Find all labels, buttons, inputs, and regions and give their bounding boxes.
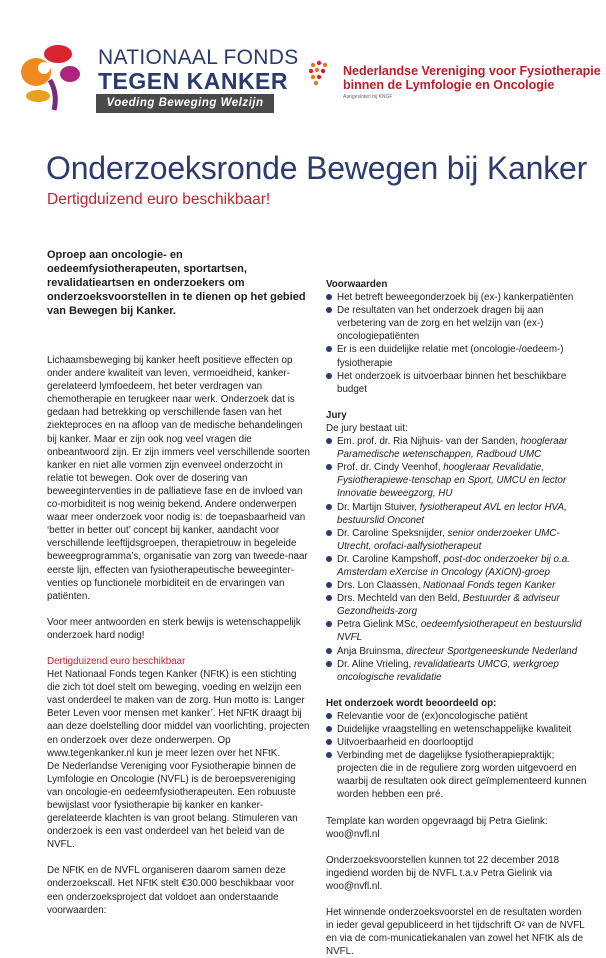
paragraph-nvfl: De Nederlandse Vereniging voor Fysiotherapie binnen de Lymfologie en Oncologie (NVFL) is de beroepsvereniging van oncologie-en oedeemfysiotherapeuten. Een robuuste bewijslast voor fysiotherapie bij kanker en kanker-gerelateerde klachten is van groot belang. Stimuleren van onderzoek is een vast onderdeel van het beleid van de NVFL. (47, 760, 298, 851)
page-subtitle: Dertigduizend euro beschikbaar! (47, 191, 271, 208)
jury-member-role: revalidatiearts UMCG, werkgroep oncologische revalidatie (337, 658, 559, 683)
jury-member (326, 461, 588, 500)
jury-member-name: Drs. Lon Claassen, (337, 580, 424, 592)
jury-member-name: Drs. Mechteld van den Beld, (337, 593, 463, 605)
criteria-text: Uitvoerbaarheid en doorlooptijd (337, 737, 474, 749)
bullet-icon (326, 713, 332, 719)
jury-member-name: Dr. Caroline Speksnijder, (337, 527, 448, 539)
jury-member-role: fysiotherapeut AVL en lector HVA, bestuurslid Onconet (337, 501, 567, 526)
nvfl-logo (305, 55, 601, 105)
conditions-list (326, 291, 588, 396)
section-heading-jury: Jury (326, 409, 347, 421)
jury-member (326, 658, 588, 684)
section-heading-criteria: Het onderzoek wordt beoordeeld op: (326, 697, 497, 709)
jury-member-role: hoogleraar Paramedische wetenschappen, Radboud UMC (337, 436, 568, 461)
jury-member (326, 435, 588, 461)
condition-text: Het onderzoek is uitvoerbaar binnen het beschikbare budget (337, 370, 567, 395)
jury-member (326, 527, 588, 553)
condition-item (326, 304, 588, 343)
criteria-item (326, 723, 588, 736)
criteria-item (326, 749, 588, 801)
jury-member-role: senior onderzoeker UMC-Utrecht, orofaci-aalfysiotherapeut (337, 527, 560, 552)
jury-member-role: Bestuurder & adviseur Gezondheids-zorg (337, 593, 560, 618)
paragraph-call: De NFtK en de NVFL organiseren daarom samen deze onderzoekscall. Het NFtK stelt €30.000 beschikbaar voor een onderzoeksproject dat voldoet aan onderstaande voorwaarden: (47, 865, 295, 916)
criteria-text: Verbinding met de dagelijkse fysiotherapiepraktijk; projecten die in de reguliere zorg worden uitgevoerd en waarbij de resultaten ook direct geïmplementeerd kunnen worden hebben een pré. (337, 750, 587, 801)
criteria-text: Duidelijke vraagstelling en wetenschappelijke kwaliteit (337, 724, 572, 735)
page-title: Onderzoeksronde Bewegen bij Kanker (46, 150, 588, 186)
jury-intro: De jury bestaat uit: (326, 422, 408, 434)
jury-list (326, 435, 588, 684)
jury-member-name: Dr. Caroline Kampshoff, (337, 553, 444, 565)
jury-member (326, 618, 588, 644)
section-heading-conditions: Voorwaarden (326, 279, 388, 290)
bullet-icon (326, 648, 332, 654)
bullet-icon (326, 530, 332, 536)
intro-paragraph: Oproep aan oncologie- en oedeemfysiotherapeuten, sportartsen, revalidatieartsen en onderzoekers om onderzoeksvoorstellen in te dienen op het gebied van Bewegen bij Kanker. (47, 249, 306, 317)
condition-text: Er is een duidelijke relatie met (oncologie-/oedeem-) fysiotherapie (337, 344, 564, 369)
criteria-item (326, 736, 588, 749)
criteria-item (326, 710, 588, 723)
condition-item (326, 370, 588, 396)
jury-member-role: Nationaal Fonds tegen Kanker (423, 580, 556, 592)
bullet-icon (326, 307, 332, 313)
jury-member-name: Petra Gielink MSc, (337, 619, 421, 631)
nfk-logo (14, 38, 299, 116)
bullet-icon (326, 739, 332, 745)
nvfl-subtext: Aangesloten bij KNGF (343, 94, 393, 100)
jury-member-role: oedeemfysiotherapeut en bestuurslid NVFL (337, 619, 582, 644)
bullet-icon (326, 373, 332, 379)
paragraph-nftk: Het Nationaal Fonds tegen Kanker (NFtK) is een stichting die zich tot doel stelt om beweging, voeding en welzijn een vast onderdeel te maken van de zorg. Hun motto is: Langer Beter Leven voor mensen met kanker’. Het NFtK draagt bij aan deze doelstelling door middel van voorlichting, projecten en onderzoek over deze onderwerpen. Op www.tegenkanker.nl kun je meer lezen over het NFtK. (47, 669, 310, 759)
bullet-icon (326, 752, 332, 758)
paragraph-research-needed: Voor meer antwoorden en sterk bewijs is wetenschappelijk onderzoek hard nodig! (47, 616, 301, 641)
bullet-icon (326, 661, 332, 667)
bullet-icon (326, 726, 332, 732)
bullet-icon (326, 464, 332, 470)
nvfl-name-line1: Nederlandse Vereniging voor Fysiotherapie (343, 64, 601, 78)
condition-item (326, 343, 588, 369)
nvfl-emblem-icon (305, 59, 341, 95)
paragraph-publication: Het winnende onderzoeksvoorstel en de resultaten worden in ieder geval gepubliceerd in het tijdschrift O² van de NVFL en via de com-municatiekanalen van zowel het NFtK als de NVFL. (326, 907, 585, 958)
jury-member (326, 553, 588, 579)
jury-member (326, 645, 588, 658)
bullet-icon (326, 582, 332, 588)
nfk-tagline: Voeding Beweging Welzijn (96, 94, 274, 113)
bullet-icon (326, 556, 332, 562)
bullet-icon (326, 595, 332, 601)
paragraph-deadline: Onderzoeksvoorstellen kunnen tot 22 december 2018 ingediend worden bij de NVFL t.a.v Petra Gielink via woo@nvfl.nl. (326, 854, 560, 892)
jury-member-role: directeur Sportgeneeskunde Nederland (406, 645, 578, 657)
condition-text: De resultaten van het onderzoek dragen bij aan verbetering van de zorg en het welzijn van (ex-) oncologiepatiënten (337, 305, 544, 343)
paragraph-background: Lichaamsbeweging bij kanker heeft positieve effecten op onder andere kwaliteit van leven, vermoeidheid, kanker-gerelateerd lymfoedeem, het beter verdragen van chemotherapie en terugkeer naar werk. Onderzoek dat is gedaan had betrekking op verschillende fasen van het ziekteproces en na afloop van de medische behandelingen bij kanker. Maar er zijn ook nog veel vragen die onbeantwoord zijn. Er zijn immers veel verschillende soorten kanker en niet alle vormen zijn evenveel onderzocht in relatie tot bewegen. Ook over de dosering van beweeginterventies in de palliatieve fase en de invloed van co-morbiditeit is nog weinig bekend. Andere onderwerpen waar meer onderzoek voor nodig is: de toepasbaarheid van ‘better in better out’ concept bij kanker, aandacht voor verschillende leeftijdsgroepen, therapietrouw in begeleide beweegprogramma’s, organisatie van zorg van tweede-naar eerste lijn, effecten van fysiotherapeutische beweeginter-venties op functionele morbiditeit en de ervaringen van patiënten. (47, 355, 311, 602)
jury-member (326, 592, 588, 618)
jury-member-name: Prof. dr. Cindy Veenhof, (337, 462, 444, 474)
bullet-icon (326, 346, 332, 352)
paragraph-template: Template kan worden opgevraagd bij Petra Gielink: woo@nvfl.nl (326, 815, 548, 840)
condition-item (326, 291, 588, 304)
left-column (47, 248, 311, 917)
right-column (326, 278, 588, 958)
jury-member-name: Anja Bruinsma, (337, 645, 407, 657)
nfk-flower-icon (14, 38, 96, 116)
nfk-name-line2: TEGEN KANKER (98, 68, 289, 94)
criteria-list (326, 710, 588, 802)
nvfl-name-line2: binnen de Lymfologie en Oncologie (343, 78, 555, 92)
bullet-icon (326, 504, 332, 510)
nfk-name-line1: NATIONAAL FONDS (98, 46, 299, 69)
jury-member (326, 579, 588, 592)
bullet-icon (326, 621, 332, 627)
criteria-text: Relevantie voor de (ex)oncologische patiënt (337, 710, 528, 722)
jury-member-name: Dr. Martijn Stuiver, (337, 501, 420, 513)
jury-member-role: post-doc onderzoeker bij o.a. Amsterdam eXercise in Oncology (AXiON)-groep (337, 553, 570, 578)
bullet-icon (326, 294, 332, 300)
bullet-icon (326, 438, 332, 444)
jury-member-name: Em. prof. dr. Ria Nijhuis- van der Sanden, (337, 436, 521, 448)
condition-text: Het betreft beweegonderzoek bij (ex-) kankerpatiënten (337, 292, 574, 304)
jury-member-name: Dr. Aline Vrieling, (337, 658, 414, 670)
jury-member-role: hoogleraar Revalidatie, Fysiotherapiewe-tenschap en Sport, UMCU en lector Innovatie beweegzorg, HU (337, 462, 567, 500)
jury-member (326, 501, 588, 527)
section-heading-budget: Dertigduizend euro beschikbaar (47, 655, 186, 667)
